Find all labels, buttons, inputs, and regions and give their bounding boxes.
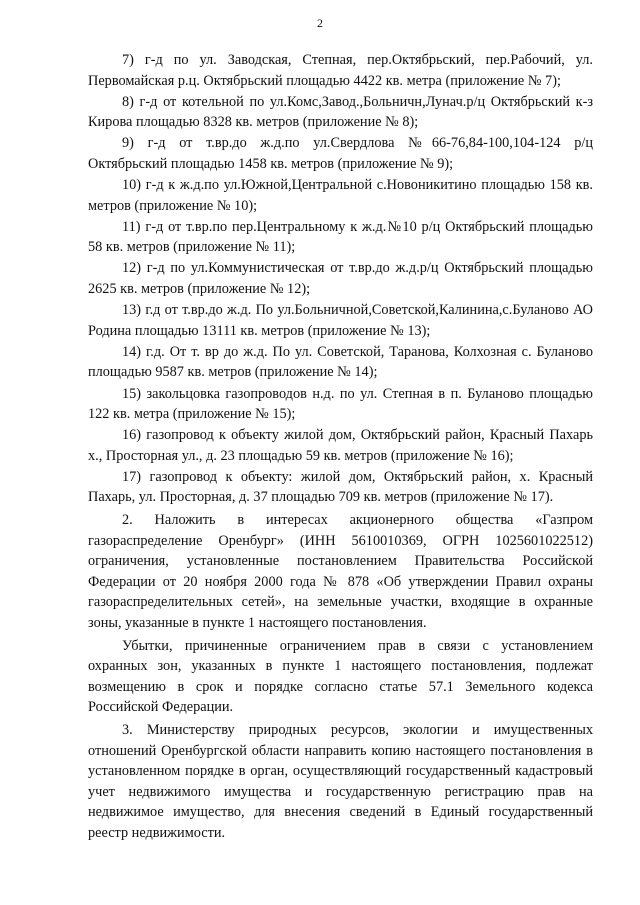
list-item-16: 16) газопровод к объекту жилой дом, Октябрьский район, Красный Пахарь х., Просторная ул., д. 23 площадью 59 кв. метров (приложение № 16);: [88, 427, 593, 464]
page-number: 2: [317, 16, 323, 30]
document-body: [88, 50, 593, 844]
list-item-13: 13) г.д от т.вр.до ж.д. По ул.Больничной,Советской,Калинина,с.Буланово АО Родина площадью 13111 кв. метров (приложение № 13);: [88, 302, 593, 339]
list-item-12: 12) г-д по ул.Коммунистическая от т.вр.до ж.д.р/ц Октябрьский площадью 2625 кв. метров (приложение № 12);: [88, 260, 593, 298]
clause-2-paragraph: 2. Наложить в интересах акционерного общества «Газпром газораспределение Оренбург» (ИНН 5610010369, ОГРН 1025601022512) ограничения, установленные постановлением Правительства Российской Федерации от 20 ноября 2000 года № 878 «Об утверждении Правил охраны газораспределительных сетей», на земельные участки, входящие в охранные зоны, указанные в пункте 1 настоящего постановления.: [88, 512, 593, 632]
list-item-14: 14) г.д. От т. вр до ж.д. По ул. Советской, Таранова, Колхозная с. Буланово площадью 9587 кв. метров (приложение № 14);: [88, 343, 593, 381]
list-item-9: 9) г-д от т.вр.до ж.д.по ул.Свердлова №66-76,84-100,104-124 р/ц Октябрьский площадью 1458 кв. метров (приложение № 9);: [88, 135, 593, 172]
list-item-10: 10) г-д к ж.д.по ул.Южной,Центральной с.Новоникитино площадью 158 кв. метров (приложение № 10);: [88, 177, 593, 214]
list-item-15: 15) закольцовка газопроводов н.д. по ул. Степная в п. Буланово площадью 122 кв. метра (приложение № 15);: [88, 385, 593, 423]
list-item-8: 8) г-д от котельной по ул.Комс,Завод.,Больничн,Лунач.р/ц Октябрьский к-з Кирова площадью 8328 кв. метров (приложение № 8);: [88, 93, 593, 131]
list-item-7: 7) г-д по ул. Заводская, Степная, пер.Октябрьский, пер.Рабочий, ул. Первомайская р.ц. Октябрьский площадью 4422 кв. метра (приложение № 7);: [88, 52, 593, 89]
list-item-11: 11) г-д от т.вр.по пер.Центральному к ж.д.№10 р/ц Октябрьский площадью 58 кв. метров (приложение № 11);: [88, 218, 593, 256]
clause-3-paragraph: 3. Министерству природных ресурсов, экологии и имущественных отношений Оренбургской области направить копию настоящего постановления в установленном порядке в орган, осуществляющий государственный кадастровый учет недвижимого имущества и государственную регистрацию прав на недвижимое имущество, для внесения сведений в Единый государственный реестр недвижимости.: [88, 722, 593, 841]
damages-paragraph: Убытки, причиненные ограничением прав в связи с установлением охранных зон, указанных в пункте 1 настоящего постановления, подлежат возмещению в срок и порядке согласно статье 57.1 Земельного кодекса Российской Федерации.: [88, 637, 593, 716]
list-item-17: 17) газопровод к объекту: жилой дом, Октябрьский район, х. Красный Пахарь, ул. Просторная, д. 37 площадью 709 кв. метров (приложение № 17).: [88, 468, 593, 506]
